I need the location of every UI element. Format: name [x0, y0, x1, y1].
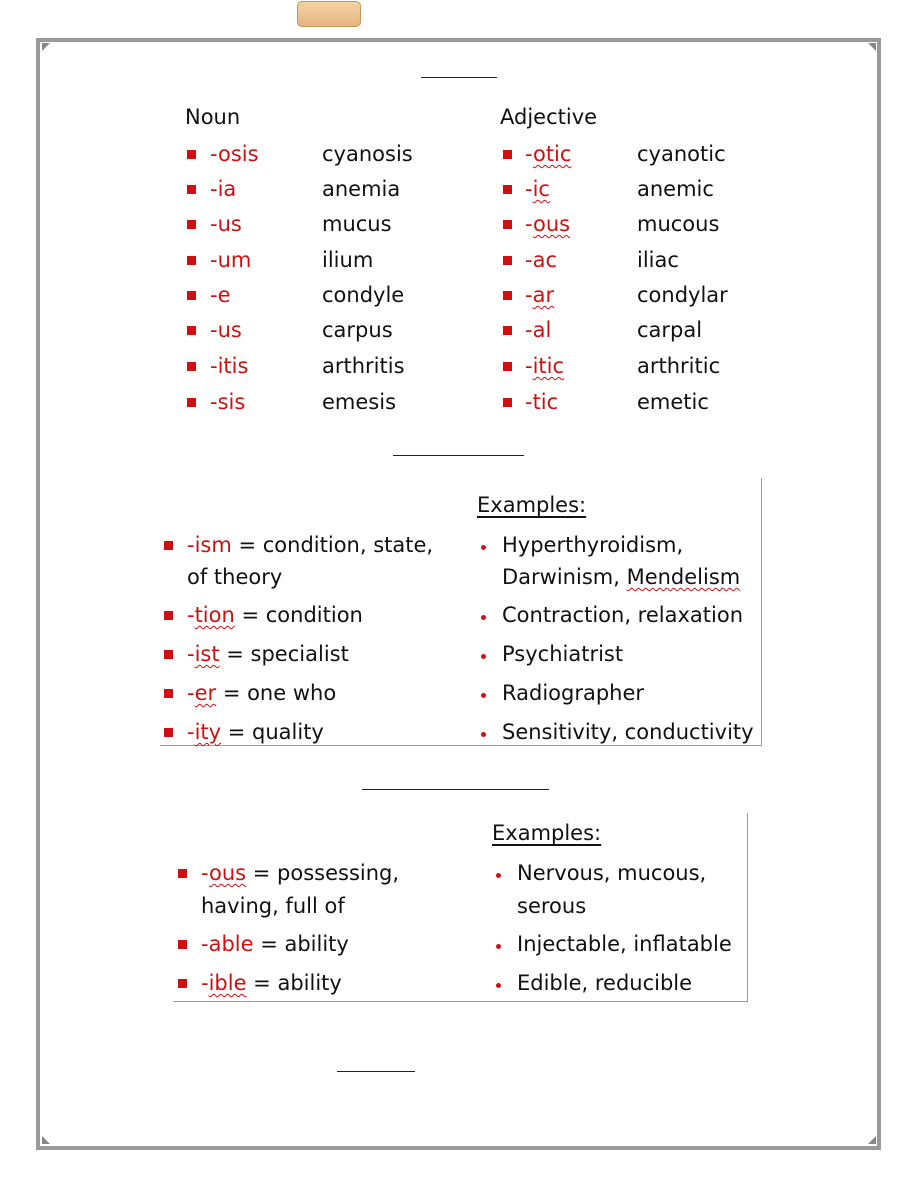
suffix-definition: -ous = possessing, [201, 861, 400, 885]
example-text: Injectable, inflatable [517, 932, 732, 956]
adj-suffix: -otic [525, 142, 572, 166]
example-text: Radiographer [502, 681, 645, 705]
bullet-square-icon [187, 326, 196, 335]
example-text: Sensitivity, conductivity [502, 720, 754, 744]
bullet-square-icon [187, 185, 196, 194]
noun-word: cyanosis [322, 142, 413, 166]
bullet-dot-icon [481, 693, 486, 698]
corner-mark [42, 43, 50, 51]
bullet-square-icon [503, 256, 512, 265]
noun-word: carpus [322, 318, 393, 342]
adj-suffix: -ac [525, 248, 557, 272]
noun-word: arthritis [322, 354, 405, 378]
noun-header: Noun [185, 105, 241, 129]
noun-word: ilium [322, 248, 374, 272]
bullet-dot-icon [481, 654, 486, 659]
bullet-square-icon [187, 150, 196, 159]
adj-word: anemic [637, 177, 714, 201]
noun-word: condyle [322, 283, 405, 307]
examples-title: Examples: [492, 821, 602, 845]
bullet-dot-icon [481, 732, 486, 737]
suffix-definition: -ism = condition, state, [187, 533, 434, 557]
bullet-square-icon [187, 220, 196, 229]
noun-suffix: -us [210, 318, 242, 342]
adj-word: carpal [637, 318, 703, 342]
adj-word: iliac [637, 248, 679, 272]
noun-suffix: -um [210, 248, 252, 272]
bullet-square-icon [187, 291, 196, 300]
noun-suffix: -e [210, 283, 231, 307]
bullet-dot-icon [496, 944, 501, 949]
adj-suffix: -itic [525, 354, 565, 378]
bullet-square-icon [503, 326, 512, 335]
bullet-square-icon [164, 689, 173, 698]
adj-word: emetic [637, 390, 709, 414]
example-text: Contraction, relaxation [502, 603, 743, 627]
bullet-square-icon [178, 869, 187, 878]
suffix-definition-cont: having, full of [201, 894, 345, 918]
bullet-square-icon [187, 398, 196, 407]
bullet-square-icon [503, 362, 512, 371]
corner-mark [868, 43, 876, 51]
suffix-definition: -ible = ability [201, 971, 342, 995]
noun-word: mucus [322, 212, 392, 236]
bullet-square-icon [503, 291, 512, 300]
noun-word: emesis [322, 390, 397, 414]
noun-suffix: -sis [210, 390, 246, 414]
adj-suffix: -ic [525, 177, 550, 201]
corner-mark [868, 1136, 876, 1144]
example-text: Edible, reducible [517, 971, 693, 995]
bullet-dot-icon [496, 873, 501, 878]
bullet-square-icon [164, 541, 173, 550]
examples-title: Examples: [477, 493, 587, 517]
heading-rule [362, 789, 549, 790]
bullet-square-icon [503, 398, 512, 407]
suffix-definition: -ist = specialist [187, 642, 349, 666]
example-text: Hyperthyroidism, [502, 533, 684, 557]
example-text: Psychiatrist [502, 642, 624, 666]
heading-rule [421, 77, 497, 78]
bullet-square-icon [164, 650, 173, 659]
adj-suffix: -tic [525, 390, 559, 414]
bullet-square-icon [503, 220, 512, 229]
noun-suffix: -itis [210, 354, 249, 378]
suffix-definition: -ity = quality [187, 720, 324, 744]
margin-tick [36, 300, 37, 345]
corner-mark [42, 1136, 50, 1144]
noun-word: anemia [322, 177, 401, 201]
adj-word: arthritic [637, 354, 721, 378]
adj-word: condylar [637, 283, 728, 307]
page-tab[interactable] [297, 1, 361, 27]
bullet-square-icon [503, 185, 512, 194]
example-text: Nervous, mucous, [517, 861, 707, 885]
spell-suffix: otic [532, 142, 572, 166]
adjective-header: Adjective [500, 105, 598, 129]
bullet-square-icon [164, 728, 173, 737]
bullet-square-icon [164, 611, 173, 620]
suffix-definition-cont: of theory [187, 565, 283, 589]
heading-rule [393, 455, 524, 456]
noun-suffix: -osis [210, 142, 259, 166]
bullet-square-icon [187, 256, 196, 265]
adj-suffix: -ous [525, 212, 571, 236]
adj-word: mucous [637, 212, 720, 236]
suffix-definition: -able = ability [201, 932, 349, 956]
example-text-cont: serous [517, 894, 587, 918]
bullet-square-icon [187, 362, 196, 371]
bullet-square-icon [178, 940, 187, 949]
suffix-definition: -er = one who [187, 681, 337, 705]
margin-tick [36, 800, 37, 845]
bullet-dot-icon [481, 545, 486, 550]
bullet-square-icon [178, 979, 187, 988]
noun-suffix: -us [210, 212, 242, 236]
adj-suffix: -ar [525, 283, 555, 307]
heading-rule [337, 1071, 415, 1072]
adj-word: cyanotic [637, 142, 726, 166]
suffix-definition: -tion = condition [187, 603, 363, 627]
bullet-dot-icon [481, 615, 486, 620]
adj-suffix: -al [525, 318, 552, 342]
example-text-cont: Darwinism, Mendelism [502, 565, 741, 589]
noun-suffix: -ia [210, 177, 237, 201]
bullet-dot-icon [496, 983, 501, 988]
bullet-square-icon [503, 150, 512, 159]
